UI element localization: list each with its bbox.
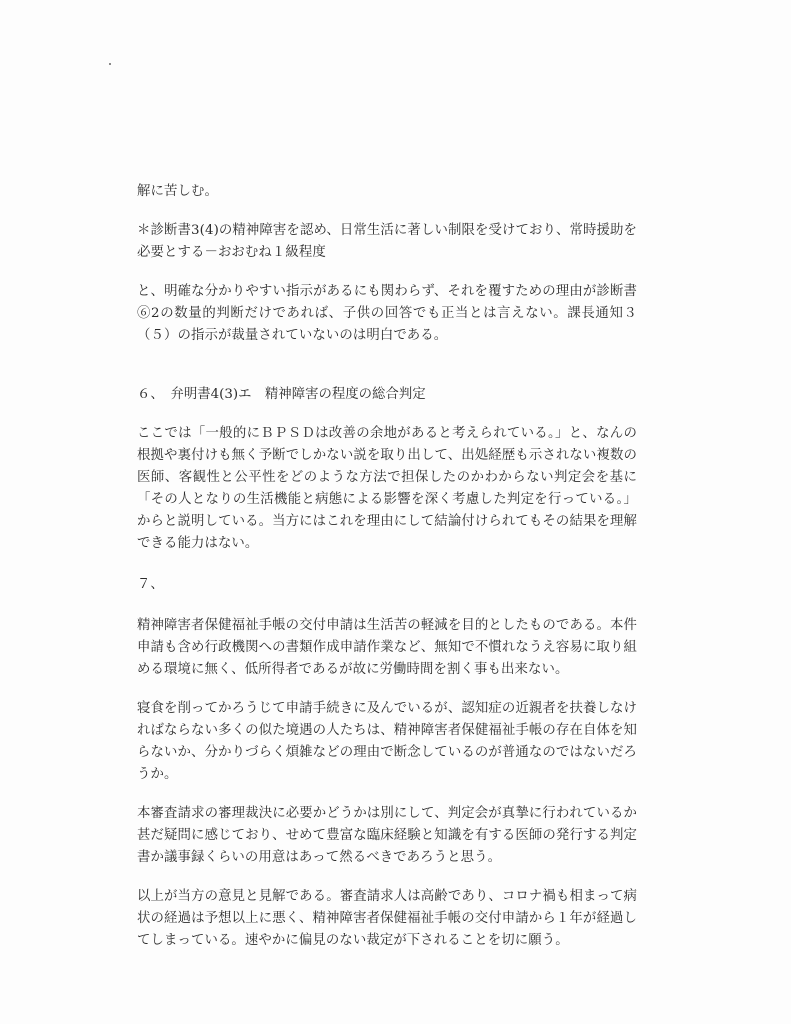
paragraph-diagnosis-note: ＊診断書3(4)の精神障害を認め、日常生活に著しい制限を受けており、常時援助を必要とする－おおむね１級程度: [137, 223, 637, 260]
scan-speck: [109, 63, 111, 65]
document-body: [137, 181, 637, 952]
paragraph-section-7-c: 本審査請求の審理裁決に必要かどうかは別にして、判定会が真摯に行われているか甚だ疑問に感じており、せめて豊富な臨床経験と知識を有する医師の発行する判定書か議事録くらいの用意はあって然るべきであろうと思う。: [137, 806, 637, 865]
paragraph-section-7-b: 寝食を削ってかろうじて申請手続きに及んでいるが、認知症の近親者を扶養しなければならない多くの似た境遇の人たちは、精神障害者保健福祉手帳の存在自体を知らないか、分かりづらく煩雑などの理由で断念しているのが普通なのではないだろうか。: [137, 701, 637, 782]
paragraph-section-7-d: 以上が当方の意見と見解である。審査請求人は高齢であり、コロナ禍も相まって病状の経過は予想以上に悪く、精神障害者保健福祉手帳の交付申請から１年が経過してしまっている。速やかに偏見のない裁定が下されることを切に願う。: [137, 889, 637, 948]
paragraph-section-6: ここでは「一般的にＢＰＳＤは改善の余地があると考えられている。」と、なんの根拠や裏付けも無く予断でしかない説を取り出して、出処経歴も示されない複数の医師、客観性と公平性をどのような方法で担保したのかわからない判定会を基に「その人となりの生活機能と病態による影響を深く考慮した判定を行っている。」からと説明している。当方にはこれを理由にして結論付けられてもその結果を理解できる能力はない。: [137, 426, 637, 551]
paragraph-section-7-a: 精神障害者保健福祉手帳の交付申請は生活苦の軽減を目的としたものである。本件申請も含め行政機関への書類作成申請作業など、無知で不慣れなうえ容易に取り組める環境に無く、低所得者であるが故に労働時間を割く事も出来ない。: [137, 618, 637, 677]
section-heading-6: ６、 弁明書4(3)エ 精神障害の程度の総合判定: [137, 387, 426, 402]
paragraph-instruction-argument: と、明確な分かりやすい指示があるにも関わらず、それを覆すための理由が診断書⑥2の数量的判断だけであれば、子供の回答でも正当とは言えない。課長通知３（５）の指示が裁量されていないのは明白である。: [137, 284, 637, 343]
section-heading-7: ７、: [137, 577, 164, 592]
paragraph-continuation: 解に苦しむ。: [137, 184, 218, 199]
